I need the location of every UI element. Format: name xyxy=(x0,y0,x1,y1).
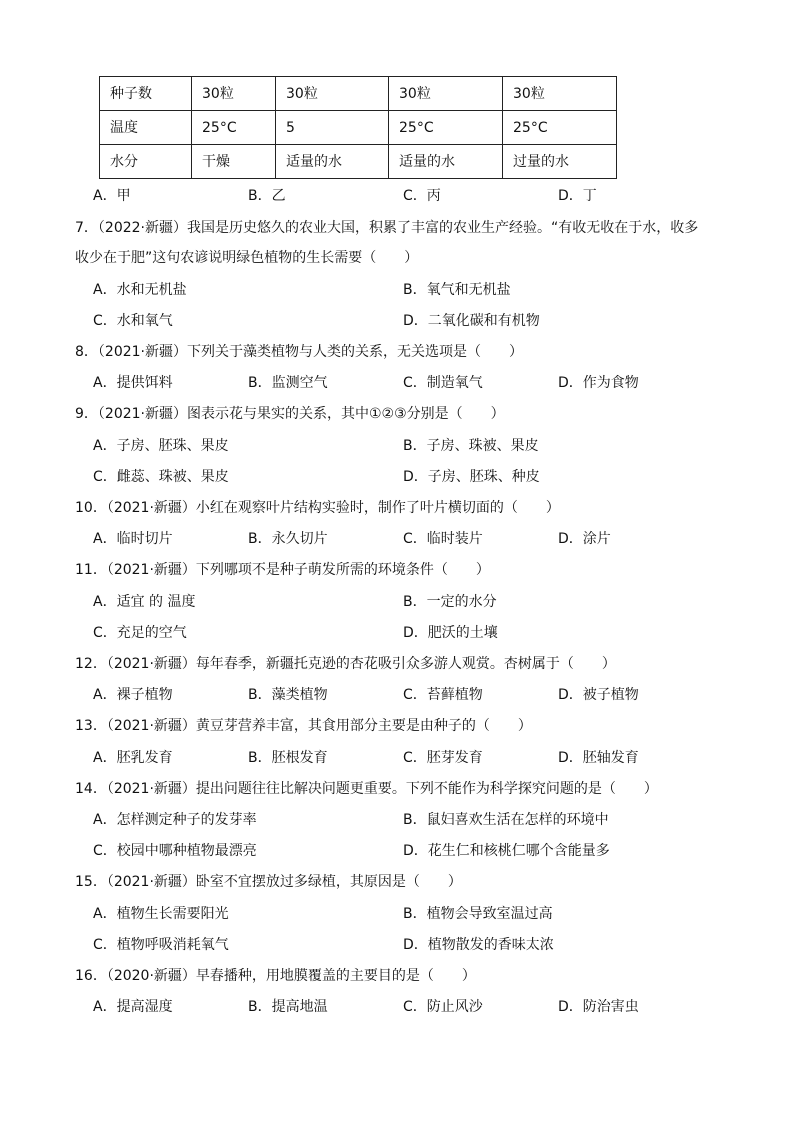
q14-option-d: D．花生仁和核桃仁哪个含能量多 xyxy=(403,843,610,859)
q12-stem: 12．（2021·新疆）每年春季，新疆托克逊的杏花吸引众多游人观赏。杏树属于（ ） xyxy=(75,656,616,672)
q13-option-d: D．胚轴发育 xyxy=(558,750,639,766)
seed-germination-table xyxy=(99,76,617,179)
q15-option-d: D．植物散发的香味太浓 xyxy=(403,937,554,953)
q14-stem: 14．（2021·新疆）提出问题往往比解决问题更重要。下列不能作为科学探究问题的是（ ） xyxy=(75,781,658,797)
q13-option-c: C．胚芽发育 xyxy=(403,750,483,766)
q16-option-d: D．防治害虫 xyxy=(558,999,639,1015)
q14-option-b: B．鼠妇喜欢生活在怎样的环境中 xyxy=(403,812,609,828)
table-cell: 30粒 xyxy=(389,77,503,111)
table-cell: 适量的水 xyxy=(276,145,389,179)
q11-option-b: B．一定的水分 xyxy=(403,594,497,610)
q10-option-a: A．临时切片 xyxy=(93,531,173,547)
q15-option-b: B．植物会导致室温过高 xyxy=(403,906,553,922)
table-cell: 干燥 xyxy=(192,145,276,179)
table-row xyxy=(100,77,617,111)
q11-option-d: D．肥沃的土壤 xyxy=(403,625,498,641)
table-cell: 30粒 xyxy=(192,77,276,111)
q10-option-c: C．临时装片 xyxy=(403,531,483,547)
q12-option-a: A．裸子植物 xyxy=(93,687,173,703)
q7-stem-line2: 收少在于肥”这句农谚说明绿色植物的生长需要（ ） xyxy=(75,250,419,266)
q14-option-a: A．怎样测定种子的发芽率 xyxy=(93,812,257,828)
q13-option-a: A．胚乳发育 xyxy=(93,750,173,766)
q10-stem: 10．（2021·新疆）小红在观察叶片结构实验时，制作了叶片横切面的（ ） xyxy=(75,500,560,516)
table-cell: 25°C xyxy=(192,111,276,145)
q10-option-b: B．永久切片 xyxy=(248,531,328,547)
q12-option-c: C．苔藓植物 xyxy=(403,687,483,703)
table-cell: 过量的水 xyxy=(503,145,617,179)
table-row xyxy=(100,111,617,145)
q7-stem-line1: 7．（2022·新疆）我国是历史悠久的农业大国，积累了丰富的农业生产经验。“有收无收在于水，收多 xyxy=(75,220,699,236)
q16-option-c: C．防止风沙 xyxy=(403,999,483,1015)
table-cell: 5 xyxy=(276,111,389,145)
q10-option-d: D．涂片 xyxy=(558,531,611,547)
q13-stem: 13．（2021·新疆）黄豆芽营养丰富，其食用部分主要是由种子的（ ） xyxy=(75,718,532,734)
q8-option-d: D．作为食物 xyxy=(558,375,639,391)
q13-option-b: B．胚根发育 xyxy=(248,750,328,766)
table-cell: 25°C xyxy=(389,111,503,145)
q11-stem: 11．（2021·新疆）下列哪项不是种子萌发所需的环境条件（ ） xyxy=(75,562,490,578)
table-cell: 适量的水 xyxy=(389,145,503,179)
q16-stem: 16．（2020·新疆）早春播种，用地膜覆盖的主要目的是（ ） xyxy=(75,968,476,984)
q12-option-b: B．藻类植物 xyxy=(248,687,328,703)
q6-option-d: D．丁 xyxy=(558,188,597,204)
row-label: 温度 xyxy=(100,111,192,145)
q6-option-b: B．乙 xyxy=(248,188,286,204)
q16-option-b: B．提高地温 xyxy=(248,999,328,1015)
q7-option-a: A．水和无机盐 xyxy=(93,282,187,298)
q8-stem: 8．（2021·新疆）下列关于藻类植物与人类的关系，无关选项是（ ） xyxy=(75,344,523,360)
q8-option-a: A．提供饵料 xyxy=(93,375,173,391)
row-label: 种子数 xyxy=(100,77,192,111)
q15-option-c: C．植物呼吸消耗氧气 xyxy=(93,937,229,953)
table-cell: 30粒 xyxy=(276,77,389,111)
q9-option-d: D．子房、胚珠、种皮 xyxy=(403,469,540,485)
q7-option-b: B．氧气和无机盐 xyxy=(403,282,511,298)
q11-option-c: C．充足的空气 xyxy=(93,625,187,641)
q14-option-c: C．校园中哪种植物最漂亮 xyxy=(93,843,257,859)
q7-option-d: D．二氧化碳和有机物 xyxy=(403,313,540,329)
table-cell: 25°C xyxy=(503,111,617,145)
q6-option-a: A．甲 xyxy=(93,188,131,204)
q9-option-a: A．子房、胚珠、果皮 xyxy=(93,438,229,454)
q9-option-b: B．子房、珠被、果皮 xyxy=(403,438,539,454)
table-row xyxy=(100,145,617,179)
q15-stem: 15．（2021·新疆）卧室不宜摆放过多绿植，其原因是（ ） xyxy=(75,874,462,890)
q6-option-c: C．丙 xyxy=(403,188,441,204)
q16-option-a: A．提高湿度 xyxy=(93,999,173,1015)
q11-option-a: A．适宜 的 温度 xyxy=(93,594,196,610)
q12-option-d: D．被子植物 xyxy=(558,687,639,703)
q9-option-c: C．雌蕊、珠被、果皮 xyxy=(93,469,229,485)
q15-option-a: A．植物生长需要阳光 xyxy=(93,906,229,922)
table-cell: 30粒 xyxy=(503,77,617,111)
q9-stem: 9．（2021·新疆）图表示花与果实的关系，其中①②③分别是（ ） xyxy=(75,406,505,422)
q7-option-c: C．水和氧气 xyxy=(93,313,173,329)
q8-option-b: B．监测空气 xyxy=(248,375,328,391)
q8-option-c: C．制造氧气 xyxy=(403,375,483,391)
row-label: 水分 xyxy=(100,145,192,179)
